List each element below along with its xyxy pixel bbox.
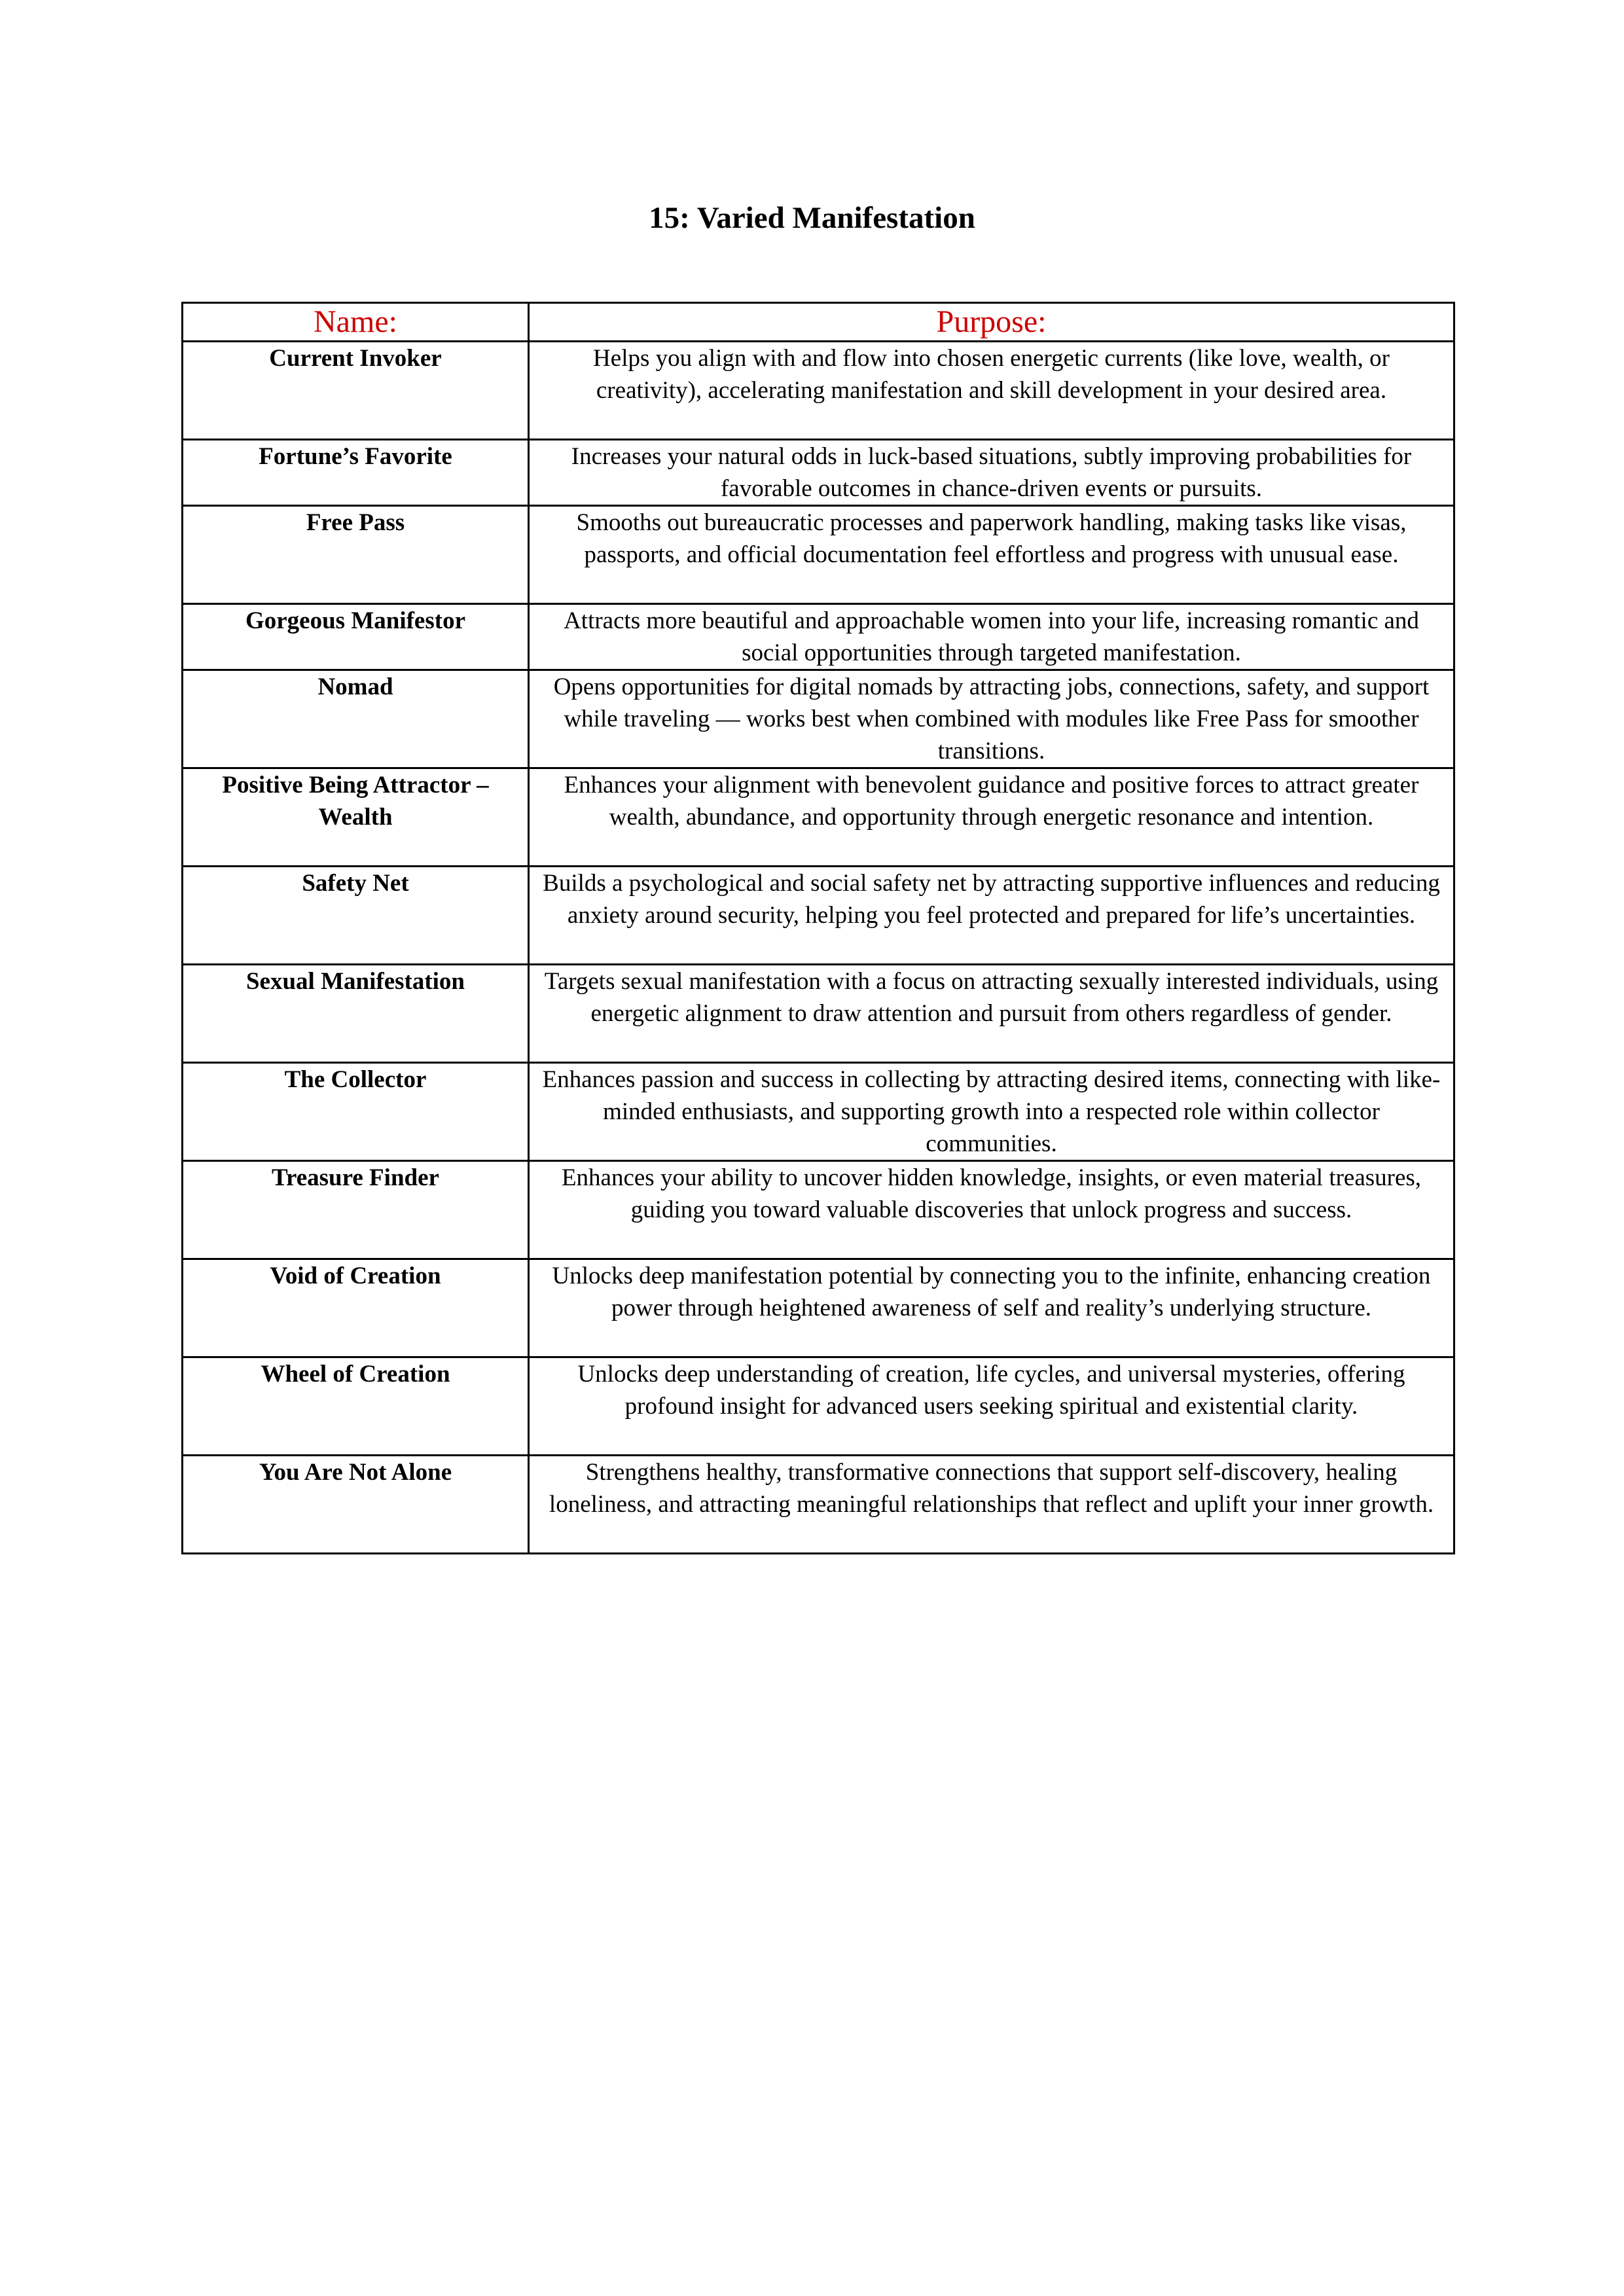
module-name: Current Invoker	[183, 342, 529, 440]
module-purpose: Strengthens healthy, transformative connections that support self-discovery, healing loneliness, and attracting meaningful relationships that reflect and uplift your inner growth.	[529, 1456, 1454, 1554]
table-row	[183, 440, 1454, 506]
table-header-row	[183, 303, 1454, 342]
module-name: The Collector	[183, 1063, 529, 1161]
table-row	[183, 342, 1454, 440]
module-purpose: Smooths out bureaucratic processes and paperwork handling, making tasks like visas, passports, and official documentation feel effortless and progress with unusual ease.	[529, 506, 1454, 604]
page-title: 15: Varied Manifestation	[649, 201, 975, 235]
table-row	[183, 768, 1454, 867]
module-name: You Are Not Alone	[183, 1456, 529, 1554]
module-purpose: Helps you align with and flow into chosen energetic currents (like love, wealth, or creativity), accelerating manifestation and skill development in your desired area.	[529, 342, 1454, 440]
module-purpose: Attracts more beautiful and approachable women into your life, increasing romantic and social opportunities through targeted manifestation.	[529, 604, 1454, 670]
module-name: Wheel of Creation	[183, 1357, 529, 1456]
module-purpose: Opens opportunities for digital nomads by attracting jobs, connections, safety, and support while traveling — works best when combined with modules like Free Pass for smoother transitions.	[529, 670, 1454, 768]
table-row	[183, 1063, 1454, 1161]
table-row	[183, 1259, 1454, 1357]
module-purpose: Enhances passion and success in collecting by attracting desired items, connecting with like-minded enthusiasts, and supporting growth into a respected role within collector communities.	[529, 1063, 1454, 1161]
module-name: Gorgeous Manifestor	[183, 604, 529, 670]
module-name: Free Pass	[183, 506, 529, 604]
table-row	[183, 604, 1454, 670]
table-row	[183, 1456, 1454, 1554]
table-row	[183, 670, 1454, 768]
module-purpose: Unlocks deep manifestation potential by connecting you to the infinite, enhancing creation power through heightened awareness of self and reality’s underlying structure.	[529, 1259, 1454, 1357]
module-name: Sexual Manifestation	[183, 965, 529, 1063]
module-purpose: Enhances your ability to uncover hidden knowledge, insights, or even material treasures, guiding you toward valuable discoveries that unlock progress and success.	[529, 1161, 1454, 1259]
table-row	[183, 506, 1454, 604]
table-row	[183, 867, 1454, 965]
name-column-header: Name:	[183, 303, 529, 342]
module-purpose: Builds a psychological and social safety net by attracting supportive influences and reducing anxiety around security, helping you feel protected and prepared for life’s uncertainties.	[529, 867, 1454, 965]
module-name: Safety Net	[183, 867, 529, 965]
module-purpose: Enhances your alignment with benevolent guidance and positive forces to attract greater wealth, abundance, and opportunity through energetic resonance and intention.	[529, 768, 1454, 867]
module-purpose: Unlocks deep understanding of creation, life cycles, and universal mysteries, offering profound insight for advanced users seeking spiritual and existential clarity.	[529, 1357, 1454, 1456]
modules-table	[181, 302, 1455, 1554]
module-purpose: Targets sexual manifestation with a focus on attracting sexually interested individuals, using energetic alignment to draw attention and pursuit from others regardless of gender.	[529, 965, 1454, 1063]
table-row	[183, 1161, 1454, 1259]
module-purpose: Increases your natural odds in luck-based situations, subtly improving probabilities for favorable outcomes in chance-driven events or pursuits.	[529, 440, 1454, 506]
purpose-column-header: Purpose:	[529, 303, 1454, 342]
module-name: Void of Creation	[183, 1259, 529, 1357]
module-name: Positive Being Attractor – Wealth	[183, 768, 529, 867]
module-name: Fortune’s Favorite	[183, 440, 529, 506]
module-name: Treasure Finder	[183, 1161, 529, 1259]
table-row	[183, 965, 1454, 1063]
module-name: Nomad	[183, 670, 529, 768]
table-row	[183, 1357, 1454, 1456]
